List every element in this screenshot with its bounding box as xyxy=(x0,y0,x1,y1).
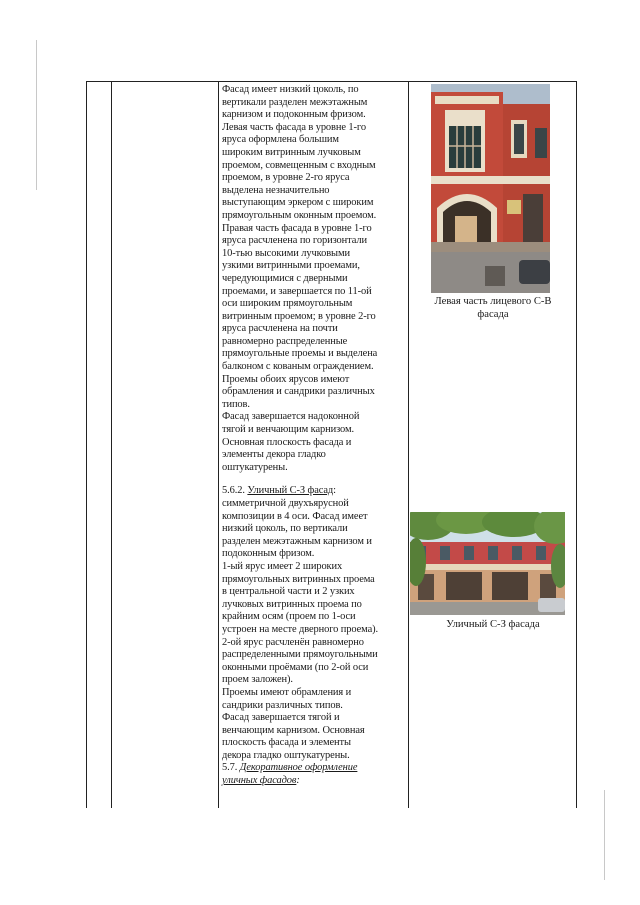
photo-nw-facade xyxy=(410,512,565,615)
section-562-line: плоскость фасада и элементы xyxy=(222,737,351,749)
description-line: витринным проемом; в уровне 2-го xyxy=(222,310,376,322)
description-line: широким витринным лучковым xyxy=(222,146,361,158)
description-line: Фасад имеет низкий цоколь, по xyxy=(222,84,359,95)
table-column-border xyxy=(576,81,577,808)
section-562-paragraph xyxy=(222,498,406,762)
description-line: Основная плоскость фасада и xyxy=(222,436,352,448)
section-562-line: проем заложен). xyxy=(222,674,293,686)
table-column-border xyxy=(86,81,87,808)
description-line: выступающим эркером с широким xyxy=(222,197,374,209)
description-line: вертикали разделен межэтажным xyxy=(222,96,368,108)
description-line: проемами, и завершается по 11-ой xyxy=(222,285,372,297)
description-line: элементы декора гладко xyxy=(222,449,326,461)
description-line: Левая часть фасада в уровне 1-го xyxy=(222,121,366,133)
table-top-border xyxy=(86,81,576,82)
section-562-line: 2-ой ярус расчленён равномерно xyxy=(222,636,364,648)
section-562-line: крайним осям (проем по 1-оси xyxy=(222,611,356,623)
section-562-line: прямоугольных витринных проема xyxy=(222,573,375,585)
description-line: Фасад завершается надоконной xyxy=(222,411,360,423)
description-line: оси широким прямоугольным xyxy=(222,298,353,310)
description-line: равномерно распределенные xyxy=(222,335,348,347)
section-562-line: венчающим карнизом. Основная xyxy=(222,724,365,736)
section-57-title: Декоративное оформление xyxy=(239,762,358,774)
description-line: балконом с кованым ограждением. xyxy=(222,361,374,373)
scan-edge xyxy=(36,40,37,190)
section-562-heading: 5.6.2. Уличный С-З фасад: xyxy=(222,485,336,497)
description-line: тягой и венчающим карнизом. xyxy=(222,424,354,436)
description-line: проемом, в уровне 2-го яруса xyxy=(222,172,350,184)
section-562-line: в центральной части и 2 узких xyxy=(222,586,355,598)
building-photo-nw xyxy=(410,512,565,615)
photo-ne-caption: Левая часть лицевого С-В фасада xyxy=(434,296,552,320)
description-line: яруса расчленена по горизонтали xyxy=(222,235,367,247)
table-column-border xyxy=(218,81,219,808)
section-562-title: Уличный С-З фасад xyxy=(247,485,334,497)
description-line: оштукатурены. xyxy=(222,461,288,473)
section-562-line: оконными проёмами (по 2-ой оси xyxy=(222,661,369,673)
description-line: обрамления и сандрики различных xyxy=(222,386,375,398)
section-562-line: симметричной двухъярусной xyxy=(222,498,349,509)
description-line: яруса оформлена большим xyxy=(222,134,339,146)
section-562-line: устроен на месте дверного проема). xyxy=(222,623,379,635)
description-line: типов. xyxy=(222,398,250,410)
description-line: прямоугольные проемы и выделена xyxy=(222,348,378,360)
scan-edge xyxy=(604,790,605,880)
photo-ne-facade-left xyxy=(431,84,550,293)
description-line: узкими витринными проемами, xyxy=(222,260,360,272)
building-photo-ne xyxy=(431,84,550,293)
description-line: чередующимися с дверными xyxy=(222,272,348,284)
section-562-line: Проемы имеют обрамления и xyxy=(222,686,352,698)
facade-description xyxy=(222,84,406,788)
section-562-line: распределенными прямоугольными xyxy=(222,649,378,661)
description-line: проемом, совмещенным с входным xyxy=(222,159,376,171)
description-line: 10-тью высокими лучковыми xyxy=(222,247,350,259)
section-562-line: декора гладко оштукатурены. xyxy=(222,749,350,761)
description-line: прямоугольным оконным проемом. xyxy=(222,209,377,221)
section-57-heading: 5.7. Декоративное оформление xyxy=(222,762,358,774)
description-line: яруса расчленена на почти xyxy=(222,323,338,335)
section-562-line: подоконным фризом. xyxy=(222,548,315,560)
description-line: Проемы обоих ярусов имеют xyxy=(222,373,350,385)
section-57-heading-cont: уличных фасадов: xyxy=(222,775,300,787)
photo-nw-caption: Уличный С-З фасада xyxy=(446,619,540,630)
description-line: карнизом и подоконным фризом. xyxy=(222,109,366,121)
section-562-line: Фасад завершается тягой и xyxy=(222,712,340,724)
section-562-line: лучковых витринных проема по xyxy=(222,598,362,610)
section-562-line: разделен межэтажным карнизом и xyxy=(222,535,372,547)
description-line: Правая часть фасада в уровне 1-го xyxy=(222,222,372,234)
section-562-line: 1-ый ярус имеет 2 широких xyxy=(222,560,343,572)
table-column-border xyxy=(111,81,112,808)
description-paragraph xyxy=(222,84,406,474)
table-column-border xyxy=(408,81,409,808)
section-562-line: низкий цоколь, по вертикали xyxy=(222,523,348,535)
description-line: выделена незначительно xyxy=(222,184,330,196)
section-562-line: композиции в 4 оси. Фасад имеет xyxy=(222,510,368,522)
section-562-line: сандрики различных типов. xyxy=(222,699,343,711)
